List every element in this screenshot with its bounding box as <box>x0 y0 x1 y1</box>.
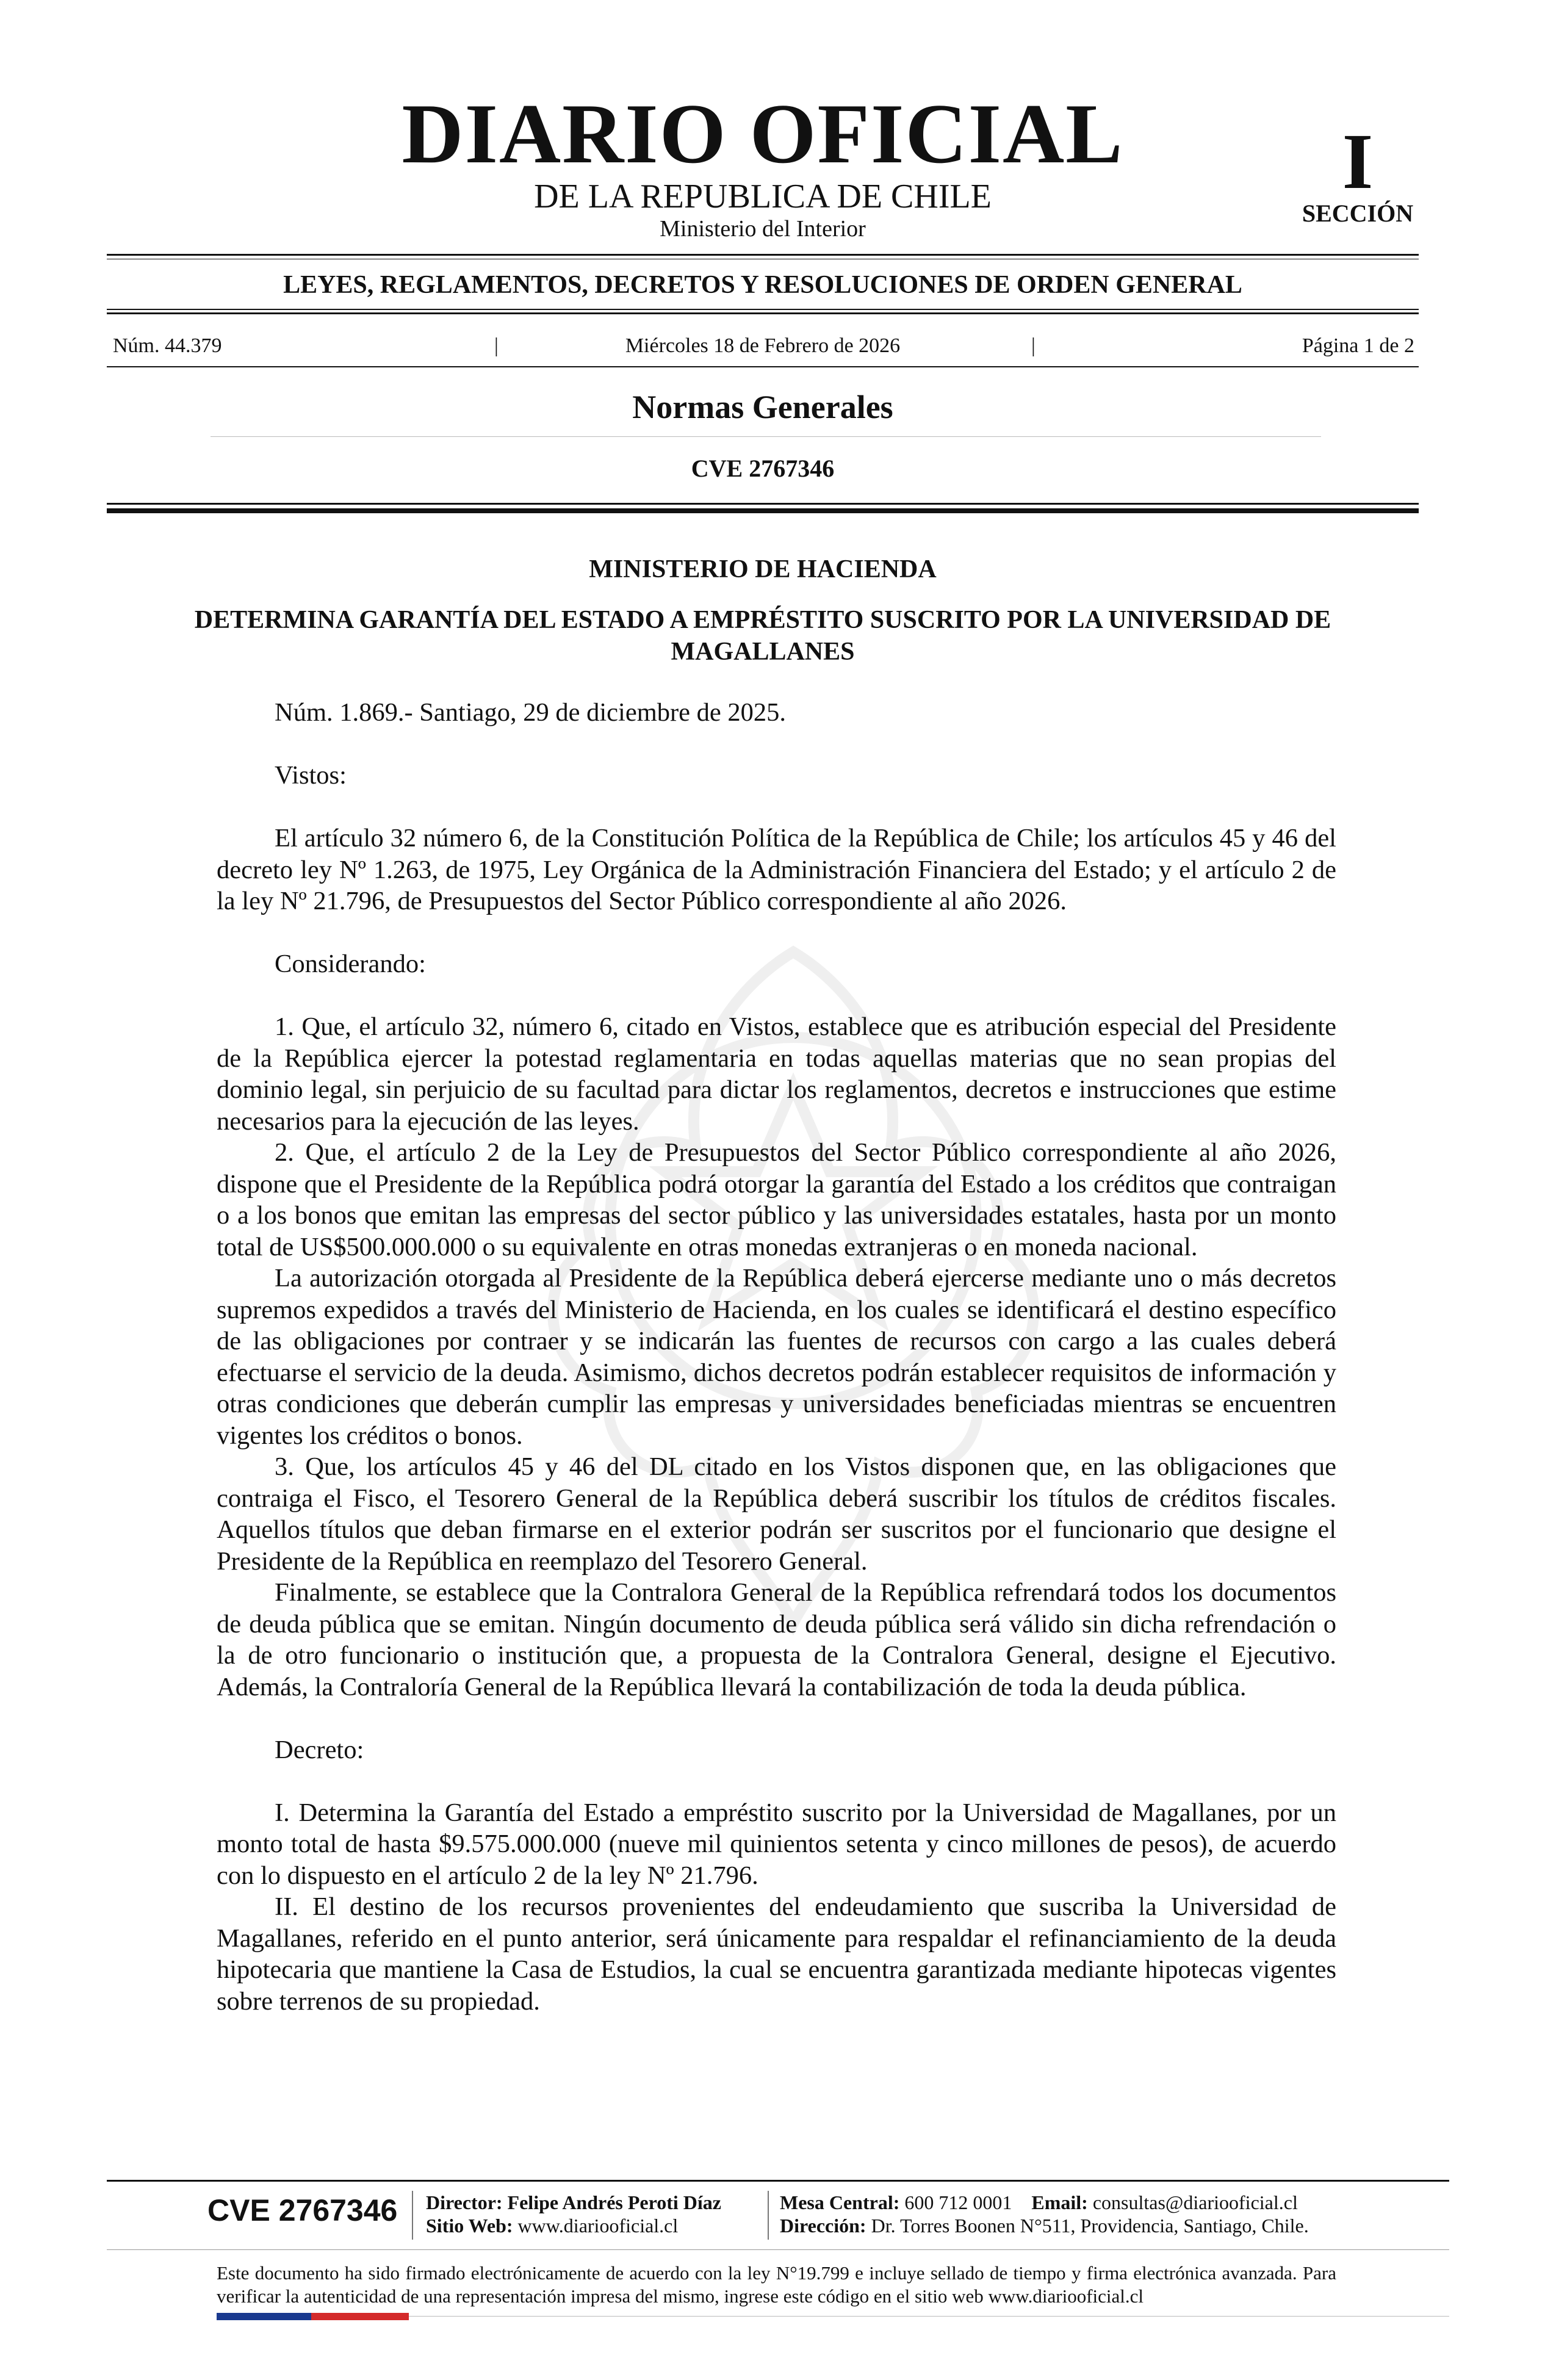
decreto-paragraph: II. El destino de los recursos provenientes del endeudamiento que suscriba la Universidad de Magallanes, referido en el punto anterior, será únicamente para respaldar el refinanciamiento de la deuda hipotecaria que mantiene la Casa de Estudios, la cual se encuentra garantizada mediante hipotecas vigentes sobre terrenos de su propiedad. <box>217 1892 1336 2016</box>
footer-inner-rule <box>107 2249 1449 2250</box>
banner-bottom-rule <box>107 309 1419 310</box>
mesa-label: Mesa Central: <box>780 2191 900 2213</box>
email-label: Email: <box>1031 2191 1088 2213</box>
footer-separator <box>768 2191 769 2240</box>
considerando-paragraph: Finalmente, se establece que la Contralora General de la República refrendará todos los documentos de deuda pública que se emitan. Ningún documento de deuda pública será válido sin dicha refrendación o la de otro funcionario o institución que, a propuesta de la Contralora General, designe el Ejecutivo. Además, la Contraloría General de la República llevará la contabilización de toda la deuda pública. <box>217 1578 1336 1701</box>
info-separator: | <box>1031 334 1036 357</box>
number-line: Núm. 1.869.- Santiago, 29 de diciembre de 2025. <box>275 698 787 727</box>
address-label: Dirección: <box>780 2215 866 2237</box>
considerando-paragraph: La autorización otorgada al Presidente de la República deberá ejercerse mediante uno o más decretos supremos expedidos a través del Ministerio de Hacienda, en los cuales se identificará el destino específico de las obligaciones por contraer y se indicarán las fuentes de recursos con cargo a las cuales deberá efectuarse el servicio de la deuda. Asimismo, dichos decretos podrán establecer requisitos de información y otras condiciones que deberán cumplir las empresas y universidades beneficiadas mientras se encuentren vigentes los créditos o bonos. <box>217 1264 1336 1450</box>
footer-contact-block <box>780 2191 1309 2237</box>
header-divider <box>107 503 1419 505</box>
masthead-subtitle: DE LA REPUBLICA DE CHILE <box>534 178 992 215</box>
footer-director-block <box>426 2191 721 2237</box>
banner-top-rule <box>107 254 1419 256</box>
masthead-title: DIARIO OFICIAL <box>402 87 1124 181</box>
section-label: SECCIÓN <box>1302 200 1414 227</box>
decreto-paragraph: I. Determina la Garantía del Estado a empréstito suscrito por la Universidad de Magallanes, por un monto total de hasta $9.575.000.000 (nueve mil quinientos setenta y cinco millones de pesos), de acuerdo con lo dispuesto en el artículo 2 de la ley Nº 21.796. <box>217 1798 1336 1890</box>
web-link[interactable]: www.diariooficial.cl <box>517 2215 679 2237</box>
considerando-label: Considerando: <box>275 950 426 978</box>
header-divider-thick <box>107 508 1419 513</box>
director-name: Felipe Andrés Peroti Díaz <box>507 2191 721 2213</box>
document-body <box>217 697 1336 2017</box>
flag-stripe-blue <box>217 2313 311 2320</box>
section-title-rule <box>211 436 1321 437</box>
banner-bottom-rule-thick <box>107 312 1419 314</box>
info-separator: | <box>494 334 499 357</box>
address-text: Dr. Torres Boonen N°511, Providencia, Santiago, Chile. <box>871 2215 1309 2237</box>
decreto-label: Decreto: <box>275 1735 364 1764</box>
web-label: Sitio Web: <box>426 2215 513 2237</box>
considerando-paragraph: 1. Que, el artículo 32, número 6, citado en Vistos, establece que es atribución especial del Presidente de la República ejercer la potestad reglamentaria en todas aquellas materias que no sean propias del dominio legal, sin perjuicio de su facultad para dictar los reglamentos, decretos e instrucciones que estime necesarios para la ejecución de las leyes. <box>217 1012 1336 1136</box>
footer-legal-notice: Este documento ha sido firmado electrónicamente de acuerdo con la ley N°19.799 e incluye sellado de tiempo y firma electrónica avanzada. Para verificar la autenticidad de una representación impresa del mismo, ingrese este código en el sitio web www.diariooficial.cl <box>217 2262 1336 2307</box>
masthead-ministry: Ministerio del Interior <box>660 216 866 242</box>
banner: LEYES, REGLAMENTOS, DECRETOS Y RESOLUCIONES DE ORDEN GENERAL <box>283 271 1242 299</box>
flag-stripe-red <box>311 2313 409 2320</box>
email-link[interactable]: consultas@diariooficial.cl <box>1092 2191 1298 2213</box>
vistos-label: Vistos: <box>275 761 347 790</box>
issue-number: Núm. 44.379 <box>113 334 222 357</box>
footer-separator <box>412 2191 413 2240</box>
mesa-phone: 600 712 0001 <box>904 2191 1012 2213</box>
director-label: Director: <box>426 2191 503 2213</box>
issue-date: Miércoles 18 de Febrero de 2026 <box>625 334 901 357</box>
cve-code: CVE 2767346 <box>691 455 835 482</box>
considerando-paragraph: 2. Que, el artículo 2 de la Ley de Presupuestos del Sector Público correspondiente al año 2026, dispone que el Presidente de la República podrá otorgar la garantía del Estado a los créditos que contraigan o a los bonos que emitan las empresas del sector público y las universidades estatales, hasta por un monto total de US$500.000.000 o su equivalente en otras monedas extranjeras o en moneda nacional. <box>217 1138 1336 1261</box>
footer-bottom-rule <box>409 2316 1449 2317</box>
vistos-paragraph: El artículo 32 número 6, de la Constitución Política de la República de Chile; los artículos 45 y 46 del decreto ley Nº 1.263, de 1975, Ley Orgánica de la Administración Financiera del Estado; y el artículo 2 de la ley Nº 21.796, de Presupuestos del Sector Público correspondiente al año 2026. <box>217 824 1336 915</box>
section-number: I <box>1342 118 1374 206</box>
document-title: DETERMINA GARANTÍA DEL ESTADO A EMPRÉSTITO SUSCRITO POR LA UNIVERSIDAD DE MAGALLANES <box>194 606 1331 666</box>
footer-rule <box>107 2180 1449 2182</box>
footer-cve-code: CVE 2767346 <box>207 2193 398 2227</box>
considerando-paragraph: 3. Que, los artículos 45 y 46 del DL citado en los Vistos disponen que, en las obligaciones que contraiga el Fisco, el Tesorero General de la República deberá suscribir los títulos de créditos fiscales. Aquellos títulos que deban firmarse en el exterior podrán ser suscritos por el funcionario que designe el Presidente de la República en reemplazo del Tesorero General. <box>217 1452 1336 1576</box>
issuing-ministry: MINISTERIO DE HACIENDA <box>589 555 937 583</box>
section-title: Normas Generales <box>632 389 893 425</box>
info-bar-rule <box>107 366 1419 367</box>
page-indicator: Página 1 de 2 <box>1302 334 1414 357</box>
